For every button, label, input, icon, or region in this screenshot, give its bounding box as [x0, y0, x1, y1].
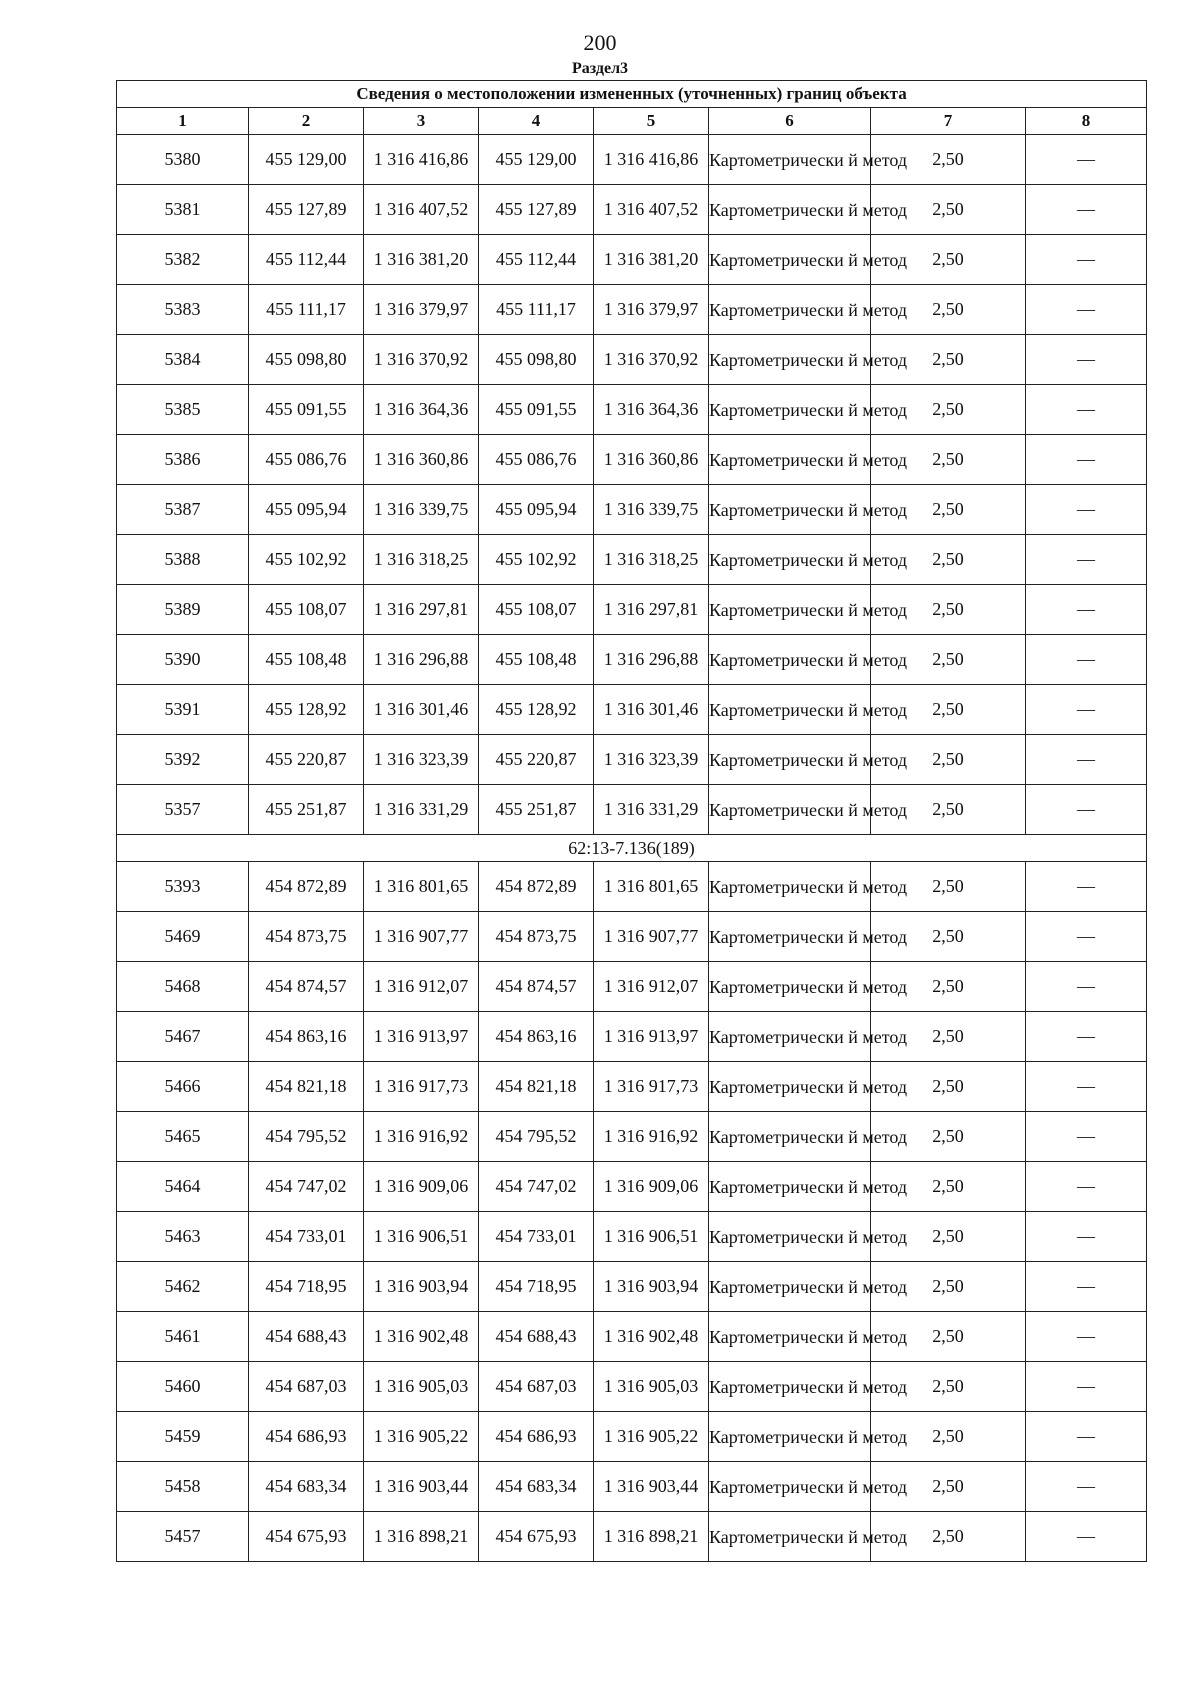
- cell-y-old: 1 316 916,92: [364, 1112, 479, 1162]
- cell-x-old: 454 718,95: [249, 1262, 364, 1312]
- cell-x-old: 455 129,00: [249, 135, 364, 185]
- cell-description: —: [1026, 135, 1147, 185]
- cell-x-old: 454 683,34: [249, 1462, 364, 1512]
- cell-description: —: [1026, 635, 1147, 685]
- cell-x-new: 454 733,01: [479, 1212, 594, 1262]
- cell-point-number: 5383: [117, 285, 249, 335]
- cell-description: —: [1026, 912, 1147, 962]
- table-row: [117, 285, 1147, 335]
- table-row: [117, 1462, 1147, 1512]
- cell-accuracy: 2,50: [871, 1062, 1026, 1112]
- cell-y-new: 1 316 801,65: [594, 862, 709, 912]
- cell-y-old: 1 316 912,07: [364, 962, 479, 1012]
- cell-method: Картометрически й метод: [709, 862, 871, 912]
- column-number-3: 3: [364, 108, 479, 135]
- cell-point-number: 5468: [117, 962, 249, 1012]
- cell-accuracy: 2,50: [871, 1412, 1026, 1462]
- table-row: [117, 1262, 1147, 1312]
- cell-accuracy: 2,50: [871, 285, 1026, 335]
- cell-accuracy: 2,50: [871, 135, 1026, 185]
- cell-x-new: 454 873,75: [479, 912, 594, 962]
- cell-x-old: 455 098,80: [249, 335, 364, 385]
- cell-point-number: 5460: [117, 1362, 249, 1412]
- cell-y-old: 1 316 370,92: [364, 335, 479, 385]
- cell-description: —: [1026, 535, 1147, 585]
- cell-x-new: 454 683,34: [479, 1462, 594, 1512]
- cell-y-new: 1 316 416,86: [594, 135, 709, 185]
- cell-y-old: 1 316 296,88: [364, 635, 479, 685]
- cell-method: Картометрически й метод: [709, 1212, 871, 1262]
- cell-y-new: 1 316 917,73: [594, 1062, 709, 1112]
- cell-y-old: 1 316 801,65: [364, 862, 479, 912]
- coordinates-table: [116, 80, 1147, 1562]
- cell-point-number: 5391: [117, 685, 249, 735]
- cell-y-old: 1 316 297,81: [364, 585, 479, 635]
- table-row: [117, 1062, 1147, 1112]
- table-row: [117, 1112, 1147, 1162]
- table-row: [117, 1412, 1147, 1462]
- cell-x-old: 454 795,52: [249, 1112, 364, 1162]
- cell-accuracy: 2,50: [871, 1162, 1026, 1212]
- table-row: [117, 1512, 1147, 1562]
- table-row: [117, 135, 1147, 185]
- cell-accuracy: 2,50: [871, 535, 1026, 585]
- cell-description: —: [1026, 735, 1147, 785]
- cell-y-new: 1 316 903,94: [594, 1262, 709, 1312]
- cell-y-old: 1 316 301,46: [364, 685, 479, 735]
- cell-method: Картометрически й метод: [709, 435, 871, 485]
- cell-point-number: 5459: [117, 1412, 249, 1462]
- cell-accuracy: 2,50: [871, 1312, 1026, 1362]
- cell-y-new: 1 316 916,92: [594, 1112, 709, 1162]
- cell-method: Картометрически й метод: [709, 1512, 871, 1562]
- cell-point-number: 5357: [117, 785, 249, 835]
- cell-x-new: 454 718,95: [479, 1262, 594, 1312]
- cell-method: Картометрически й метод: [709, 1062, 871, 1112]
- cell-y-new: 1 316 906,51: [594, 1212, 709, 1262]
- cell-x-new: 454 821,18: [479, 1062, 594, 1112]
- cell-y-old: 1 316 917,73: [364, 1062, 479, 1112]
- cell-x-old: 454 688,43: [249, 1312, 364, 1362]
- cell-y-old: 1 316 905,22: [364, 1412, 479, 1462]
- table-row: [117, 735, 1147, 785]
- cell-x-new: 454 687,03: [479, 1362, 594, 1412]
- cell-description: —: [1026, 285, 1147, 335]
- cell-description: —: [1026, 1312, 1147, 1362]
- cell-x-new: 455 129,00: [479, 135, 594, 185]
- cell-y-new: 1 316 364,36: [594, 385, 709, 435]
- cell-method: Картометрически й метод: [709, 535, 871, 585]
- cell-method: Картометрически й метод: [709, 1262, 871, 1312]
- cell-x-old: 454 821,18: [249, 1062, 364, 1112]
- cell-description: —: [1026, 962, 1147, 1012]
- cell-y-new: 1 316 912,07: [594, 962, 709, 1012]
- cell-y-old: 1 316 898,21: [364, 1512, 479, 1562]
- cell-x-old: 454 863,16: [249, 1012, 364, 1062]
- cell-y-new: 1 316 898,21: [594, 1512, 709, 1562]
- table-row: [117, 385, 1147, 435]
- cell-point-number: 5390: [117, 635, 249, 685]
- cell-accuracy: 2,50: [871, 435, 1026, 485]
- cell-method: Картометрически й метод: [709, 1462, 871, 1512]
- cell-x-old: 454 747,02: [249, 1162, 364, 1212]
- cell-x-new: 454 872,89: [479, 862, 594, 912]
- cell-accuracy: 2,50: [871, 962, 1026, 1012]
- cell-y-old: 1 316 907,77: [364, 912, 479, 962]
- cell-accuracy: 2,50: [871, 735, 1026, 785]
- cell-accuracy: 2,50: [871, 912, 1026, 962]
- cell-accuracy: 2,50: [871, 1462, 1026, 1512]
- cell-accuracy: 2,50: [871, 1262, 1026, 1312]
- cell-accuracy: 2,50: [871, 635, 1026, 685]
- cell-y-new: 1 316 407,52: [594, 185, 709, 235]
- cell-point-number: 5386: [117, 435, 249, 485]
- cell-y-new: 1 316 370,92: [594, 335, 709, 385]
- table-body: [117, 135, 1147, 1562]
- cell-x-new: 454 795,52: [479, 1112, 594, 1162]
- cell-point-number: 5463: [117, 1212, 249, 1262]
- cell-y-new: 1 316 323,39: [594, 735, 709, 785]
- cell-description: —: [1026, 1462, 1147, 1512]
- table-row: [117, 335, 1147, 385]
- cell-x-new: 454 863,16: [479, 1012, 594, 1062]
- cell-point-number: 5466: [117, 1062, 249, 1112]
- cell-x-new: 454 688,43: [479, 1312, 594, 1362]
- column-number-6: 6: [709, 108, 871, 135]
- cell-x-new: 454 675,93: [479, 1512, 594, 1562]
- cell-x-old: 455 128,92: [249, 685, 364, 735]
- table-row: [117, 1312, 1147, 1362]
- cell-x-old: 454 733,01: [249, 1212, 364, 1262]
- cell-point-number: 5388: [117, 535, 249, 585]
- cell-method: Картометрически й метод: [709, 1412, 871, 1462]
- cell-y-new: 1 316 379,97: [594, 285, 709, 335]
- cell-method: Картометрически й метод: [709, 912, 871, 962]
- cell-y-new: 1 316 903,44: [594, 1462, 709, 1512]
- cell-x-old: 455 091,55: [249, 385, 364, 435]
- column-number-8: 8: [1026, 108, 1147, 135]
- cell-y-new: 1 316 301,46: [594, 685, 709, 735]
- cell-accuracy: 2,50: [871, 485, 1026, 535]
- cell-x-new: 455 102,92: [479, 535, 594, 585]
- table-row: [117, 185, 1147, 235]
- cell-method: Картометрически й метод: [709, 635, 871, 685]
- cell-accuracy: 2,50: [871, 1012, 1026, 1062]
- cell-y-old: 1 316 903,44: [364, 1462, 479, 1512]
- table-title: Сведения о местоположении измененных (уточненных) границ объекта: [117, 81, 1147, 108]
- cell-y-old: 1 316 416,86: [364, 135, 479, 185]
- cell-accuracy: 2,50: [871, 185, 1026, 235]
- cell-x-old: 455 086,76: [249, 435, 364, 485]
- cell-y-old: 1 316 903,94: [364, 1262, 479, 1312]
- cell-x-new: 455 095,94: [479, 485, 594, 535]
- cell-x-old: 454 872,89: [249, 862, 364, 912]
- cell-y-new: 1 316 318,25: [594, 535, 709, 585]
- cell-y-old: 1 316 909,06: [364, 1162, 479, 1212]
- cell-description: —: [1026, 685, 1147, 735]
- cell-accuracy: 2,50: [871, 1112, 1026, 1162]
- table-row: [117, 962, 1147, 1012]
- cell-point-number: 5382: [117, 235, 249, 285]
- cell-description: —: [1026, 335, 1147, 385]
- cell-y-old: 1 316 913,97: [364, 1012, 479, 1062]
- cell-x-old: 454 687,03: [249, 1362, 364, 1412]
- table-row: [117, 1362, 1147, 1412]
- cell-description: —: [1026, 185, 1147, 235]
- cell-x-new: 455 108,07: [479, 585, 594, 635]
- cell-description: —: [1026, 1412, 1147, 1462]
- cell-accuracy: 2,50: [871, 1212, 1026, 1262]
- cell-x-old: 455 108,07: [249, 585, 364, 635]
- cell-point-number: 5387: [117, 485, 249, 535]
- cell-x-new: 455 108,48: [479, 635, 594, 685]
- cell-description: —: [1026, 1162, 1147, 1212]
- cell-method: Картометрически й метод: [709, 735, 871, 785]
- cell-y-new: 1 316 360,86: [594, 435, 709, 485]
- cell-x-new: 455 098,80: [479, 335, 594, 385]
- cell-y-new: 1 316 902,48: [594, 1312, 709, 1362]
- cell-y-new: 1 316 905,22: [594, 1412, 709, 1462]
- cell-y-new: 1 316 297,81: [594, 585, 709, 635]
- cell-point-number: 5393: [117, 862, 249, 912]
- cell-point-number: 5385: [117, 385, 249, 435]
- cell-point-number: 5389: [117, 585, 249, 635]
- cell-accuracy: 2,50: [871, 1362, 1026, 1412]
- cell-method: Картометрически й метод: [709, 1112, 871, 1162]
- cell-x-new: 455 128,92: [479, 685, 594, 735]
- cell-description: —: [1026, 862, 1147, 912]
- cell-accuracy: 2,50: [871, 862, 1026, 912]
- cell-x-new: 455 091,55: [479, 385, 594, 435]
- cell-description: —: [1026, 1062, 1147, 1112]
- table-row: [117, 912, 1147, 962]
- cell-description: —: [1026, 1362, 1147, 1412]
- cell-y-old: 1 316 381,20: [364, 235, 479, 285]
- cell-x-old: 455 095,94: [249, 485, 364, 535]
- cell-y-old: 1 316 905,03: [364, 1362, 479, 1412]
- table-row: [117, 635, 1147, 685]
- cell-y-old: 1 316 364,36: [364, 385, 479, 435]
- cell-y-old: 1 316 379,97: [364, 285, 479, 335]
- cell-y-old: 1 316 360,86: [364, 435, 479, 485]
- cell-point-number: 5461: [117, 1312, 249, 1362]
- cell-x-new: 454 686,93: [479, 1412, 594, 1462]
- table-row: [117, 1012, 1147, 1062]
- cell-description: —: [1026, 1112, 1147, 1162]
- cell-x-new: 455 111,17: [479, 285, 594, 335]
- page-number: 200: [583, 30, 617, 55]
- cell-y-new: 1 316 381,20: [594, 235, 709, 285]
- cell-point-number: 5458: [117, 1462, 249, 1512]
- cell-accuracy: 2,50: [871, 685, 1026, 735]
- cell-y-old: 1 316 318,25: [364, 535, 479, 585]
- cell-description: —: [1026, 235, 1147, 285]
- cell-x-new: 454 747,02: [479, 1162, 594, 1212]
- cell-accuracy: 2,50: [871, 235, 1026, 285]
- cell-description: —: [1026, 385, 1147, 435]
- table-row: [117, 235, 1147, 285]
- cell-x-old: 454 873,75: [249, 912, 364, 962]
- table-row: [117, 1212, 1147, 1262]
- cell-y-new: 1 316 331,29: [594, 785, 709, 835]
- cell-description: —: [1026, 1262, 1147, 1312]
- cell-point-number: 5384: [117, 335, 249, 385]
- cell-x-new: 455 251,87: [479, 785, 594, 835]
- cell-y-old: 1 316 407,52: [364, 185, 479, 235]
- cell-accuracy: 2,50: [871, 335, 1026, 385]
- cell-method: Картометрически й метод: [709, 385, 871, 435]
- cell-x-new: 455 112,44: [479, 235, 594, 285]
- group-header-row: [117, 835, 1147, 862]
- cell-y-new: 1 316 905,03: [594, 1362, 709, 1412]
- cell-x-new: 455 127,89: [479, 185, 594, 235]
- table-row: [117, 862, 1147, 912]
- cell-method: Картометрически й метод: [709, 285, 871, 335]
- column-number-row: [117, 108, 1147, 135]
- cell-x-old: 454 874,57: [249, 962, 364, 1012]
- cell-method: Картометрически й метод: [709, 135, 871, 185]
- cell-x-old: 454 686,93: [249, 1412, 364, 1462]
- table-row: [117, 485, 1147, 535]
- cell-x-old: 455 108,48: [249, 635, 364, 685]
- cell-point-number: 5462: [117, 1262, 249, 1312]
- cell-point-number: 5465: [117, 1112, 249, 1162]
- table-row: [117, 435, 1147, 485]
- cell-point-number: 5381: [117, 185, 249, 235]
- cell-x-new: 454 874,57: [479, 962, 594, 1012]
- table-row: [117, 535, 1147, 585]
- cell-y-new: 1 316 907,77: [594, 912, 709, 962]
- column-number-1: 1: [117, 108, 249, 135]
- cell-y-old: 1 316 339,75: [364, 485, 479, 535]
- cell-y-old: 1 316 331,29: [364, 785, 479, 835]
- cell-y-new: 1 316 909,06: [594, 1162, 709, 1212]
- cell-accuracy: 2,50: [871, 1512, 1026, 1562]
- cell-accuracy: 2,50: [871, 385, 1026, 435]
- cell-y-new: 1 316 339,75: [594, 485, 709, 535]
- cell-y-new: 1 316 913,97: [594, 1012, 709, 1062]
- cell-point-number: 5392: [117, 735, 249, 785]
- cell-description: —: [1026, 1212, 1147, 1262]
- table-row: [117, 785, 1147, 835]
- cell-method: Картометрически й метод: [709, 485, 871, 535]
- group-label: 62:13-7.136(189): [117, 835, 1147, 862]
- column-number-5: 5: [594, 108, 709, 135]
- cell-method: Картометрически й метод: [709, 185, 871, 235]
- table-row: [117, 685, 1147, 735]
- column-number-7: 7: [871, 108, 1026, 135]
- cell-method: Картометрически й метод: [709, 335, 871, 385]
- cell-method: Картометрически й метод: [709, 785, 871, 835]
- cell-x-old: 455 102,92: [249, 535, 364, 585]
- cell-point-number: 5457: [117, 1512, 249, 1562]
- cell-y-new: 1 316 296,88: [594, 635, 709, 685]
- cell-description: —: [1026, 435, 1147, 485]
- cell-method: Картометрически й метод: [709, 1162, 871, 1212]
- cell-point-number: 5467: [117, 1012, 249, 1062]
- cell-description: —: [1026, 585, 1147, 635]
- cell-description: —: [1026, 485, 1147, 535]
- cell-x-new: 455 220,87: [479, 735, 594, 785]
- cell-method: Картометрически й метод: [709, 235, 871, 285]
- cell-method: Картометрически й метод: [709, 962, 871, 1012]
- cell-method: Картометрически й метод: [709, 1362, 871, 1412]
- cell-y-old: 1 316 323,39: [364, 735, 479, 785]
- cell-x-new: 455 086,76: [479, 435, 594, 485]
- cell-method: Картометрически й метод: [709, 685, 871, 735]
- cell-method: Картометрически й метод: [709, 1012, 871, 1062]
- cell-point-number: 5380: [117, 135, 249, 185]
- cell-x-old: 455 112,44: [249, 235, 364, 285]
- cell-method: Картометрически й метод: [709, 585, 871, 635]
- cell-x-old: 454 675,93: [249, 1512, 364, 1562]
- column-number-4: 4: [479, 108, 594, 135]
- cell-accuracy: 2,50: [871, 585, 1026, 635]
- column-number-2: 2: [249, 108, 364, 135]
- cell-description: —: [1026, 1012, 1147, 1062]
- cell-description: —: [1026, 1512, 1147, 1562]
- cell-accuracy: 2,50: [871, 785, 1026, 835]
- cell-x-old: 455 251,87: [249, 785, 364, 835]
- table-row: [117, 585, 1147, 635]
- section-label: Раздел3: [571, 60, 629, 77]
- cell-description: —: [1026, 785, 1147, 835]
- cell-x-old: 455 220,87: [249, 735, 364, 785]
- cell-x-old: 455 111,17: [249, 285, 364, 335]
- cell-x-old: 455 127,89: [249, 185, 364, 235]
- cell-method: Картометрически й метод: [709, 1312, 871, 1362]
- table-row: [117, 1162, 1147, 1212]
- cell-point-number: 5464: [117, 1162, 249, 1212]
- cell-y-old: 1 316 902,48: [364, 1312, 479, 1362]
- cell-y-old: 1 316 906,51: [364, 1212, 479, 1262]
- cell-point-number: 5469: [117, 912, 249, 962]
